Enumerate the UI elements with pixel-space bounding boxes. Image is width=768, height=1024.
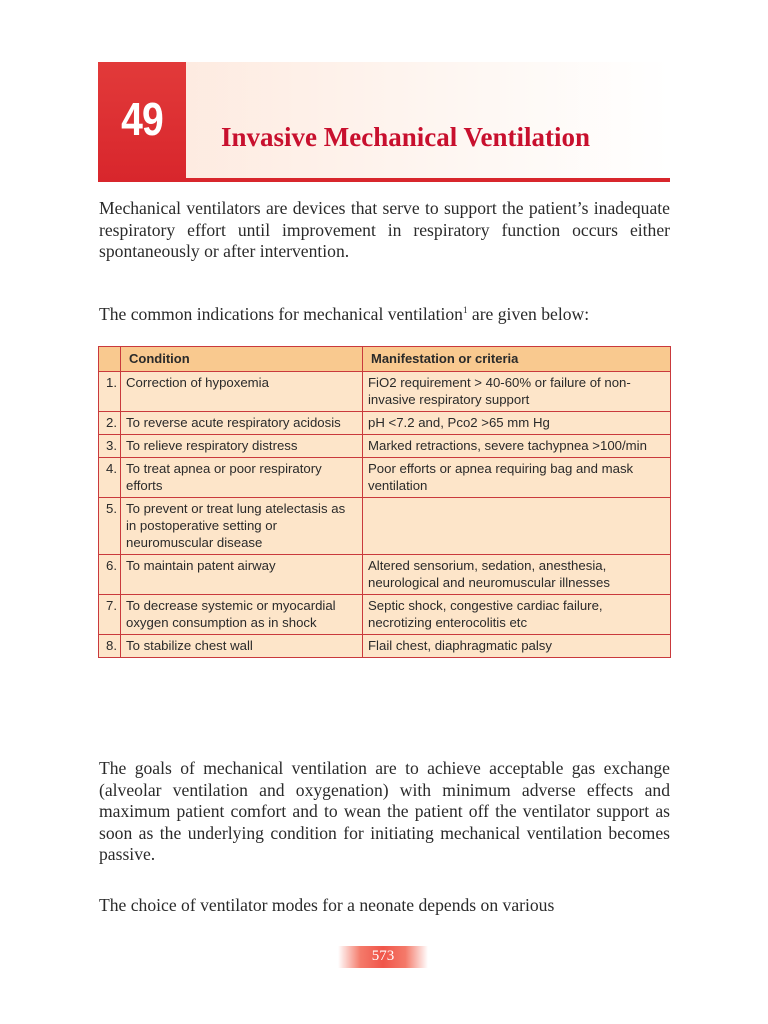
page-number: 573 bbox=[371, 948, 395, 964]
table-row bbox=[99, 635, 671, 658]
row-number: 8. bbox=[99, 635, 121, 658]
row-number: 3. bbox=[99, 435, 121, 458]
table-row bbox=[99, 435, 671, 458]
row-number: 5. bbox=[99, 498, 121, 555]
table-row bbox=[99, 458, 671, 498]
indications-lead-paragraph bbox=[99, 300, 670, 326]
table-row bbox=[99, 412, 671, 435]
row-condition: Correction of hypoxemia bbox=[121, 372, 363, 412]
footnote-reference[interactable]: 1 bbox=[462, 305, 468, 315]
row-criteria: pH <7.2 and, Pco2 >65 mm Hg bbox=[363, 412, 671, 435]
table-row bbox=[99, 595, 671, 635]
chapter-number: 49 bbox=[121, 93, 163, 145]
indications-table bbox=[98, 346, 671, 658]
row-number: 1. bbox=[99, 372, 121, 412]
row-condition: To reverse acute respiratory acidosis bbox=[121, 412, 363, 435]
row-criteria: Septic shock, congestive cardiac failure, necrotizing enterocolitis etc bbox=[363, 595, 671, 635]
row-condition: To maintain patent airway bbox=[121, 555, 363, 595]
chapter-title: Invasive Mechanical Ventilation bbox=[221, 122, 591, 152]
table-row bbox=[99, 498, 671, 555]
row-condition: To decrease systemic or myocardial oxygen consumption as in shock bbox=[121, 595, 363, 635]
row-number: 2. bbox=[99, 412, 121, 435]
header-rule bbox=[98, 178, 670, 182]
row-criteria: Flail chest, diaphragmatic palsy bbox=[363, 635, 671, 658]
row-condition: To treat apnea or poor respiratory efforts bbox=[121, 458, 363, 498]
row-criteria: Poor efforts or apnea requiring bag and mask ventilation bbox=[363, 458, 671, 498]
table-row bbox=[99, 372, 671, 412]
row-number: 4. bbox=[99, 458, 121, 498]
table-row bbox=[99, 555, 671, 595]
row-number: 6. bbox=[99, 555, 121, 595]
intro-paragraph: Mechanical ventilators are devices that serve to support the patient’s inadequate respiratory effort until improvement in respiratory function occurs either spontaneously or after intervention. bbox=[99, 198, 670, 261]
indications-lead-text-end: are given below: bbox=[467, 304, 590, 324]
row-condition: To prevent or treat lung atelectasis as in postoperative setting or neuromuscular disease bbox=[121, 498, 363, 555]
row-criteria bbox=[363, 498, 671, 555]
goals-paragraph: The goals of mechanical ventilation are to achieve acceptable gas exchange (alveolar ventilation and oxygenation) with minimum adverse effects and maximum patient comfort and to wean the patient off the ventilator support as soon as the underlying condition for initiating mechanical ventilation becomes passive. bbox=[99, 758, 670, 864]
modes-paragraph: The choice of ventilator modes for a neonate depends on various bbox=[99, 895, 555, 915]
row-criteria: Altered sensorium, sedation, anesthesia, neurological and neuromuscular illnesses bbox=[363, 555, 671, 595]
table-header-criteria: Manifestation or criteria bbox=[363, 347, 671, 372]
row-condition: To stabilize chest wall bbox=[121, 635, 363, 658]
chapter-number-box bbox=[98, 62, 186, 182]
table-header-condition: Condition bbox=[121, 347, 363, 372]
row-condition: To relieve respiratory distress bbox=[121, 435, 363, 458]
row-criteria: FiO2 requirement > 40-60% or failure of non-invasive respiratory support bbox=[363, 372, 671, 412]
table-header-row bbox=[99, 347, 671, 372]
row-criteria: Marked retractions, severe tachypnea >100/min bbox=[363, 435, 671, 458]
row-number: 7. bbox=[99, 595, 121, 635]
indications-lead-text: The common indications for mechanical ventilation bbox=[99, 304, 463, 324]
table-header-number bbox=[99, 347, 121, 372]
